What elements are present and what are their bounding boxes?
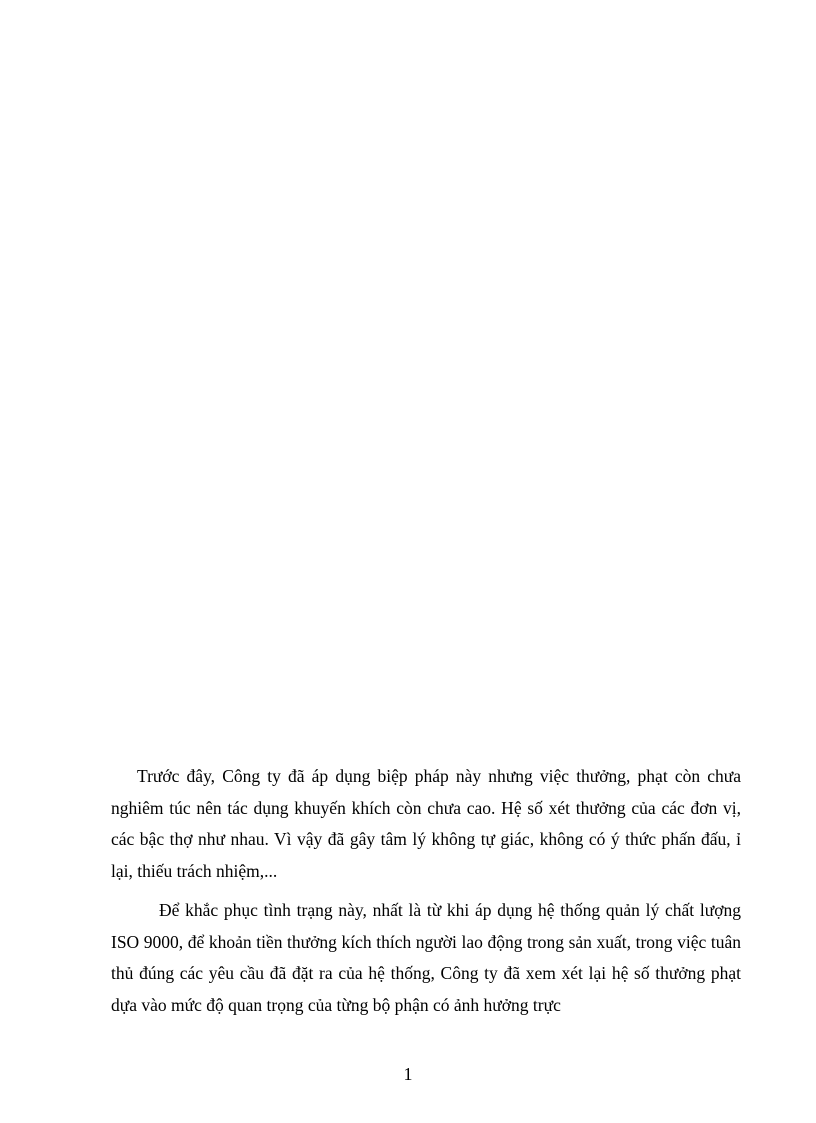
paragraph-1: Trước đây, Công ty đã áp dụng biệp pháp này nhưng việc thưởng, phạt còn chưa nghiêm túc nên tác dụng khuyến khích còn chưa cao. Hệ số xét thưởng của các đơn vị, các bậc thợ như nhau. Vì vậy đã gây tâm lý không tự giác, không có ý thức phấn đấu, ỉ lại, thiếu trách nhiệm,... bbox=[111, 766, 741, 881]
body-text bbox=[111, 761, 741, 1021]
paragraph-2: Để khắc phục tình trạng này, nhất là từ khi áp dụng hệ thống quản lý chất lượng ISO 9000, để khoản tiền thưởng kích thích người lao động trong sản xuất, trong việc tuân thủ đúng các yêu cầu đã đặt ra của hệ thống, Công ty đã xem xét lại hệ số thưởng phạt dựa vào mức độ quan trọng của từng bộ phận có ảnh hưởng trực bbox=[111, 900, 741, 1015]
page-number: 1 bbox=[403, 1064, 413, 1084]
